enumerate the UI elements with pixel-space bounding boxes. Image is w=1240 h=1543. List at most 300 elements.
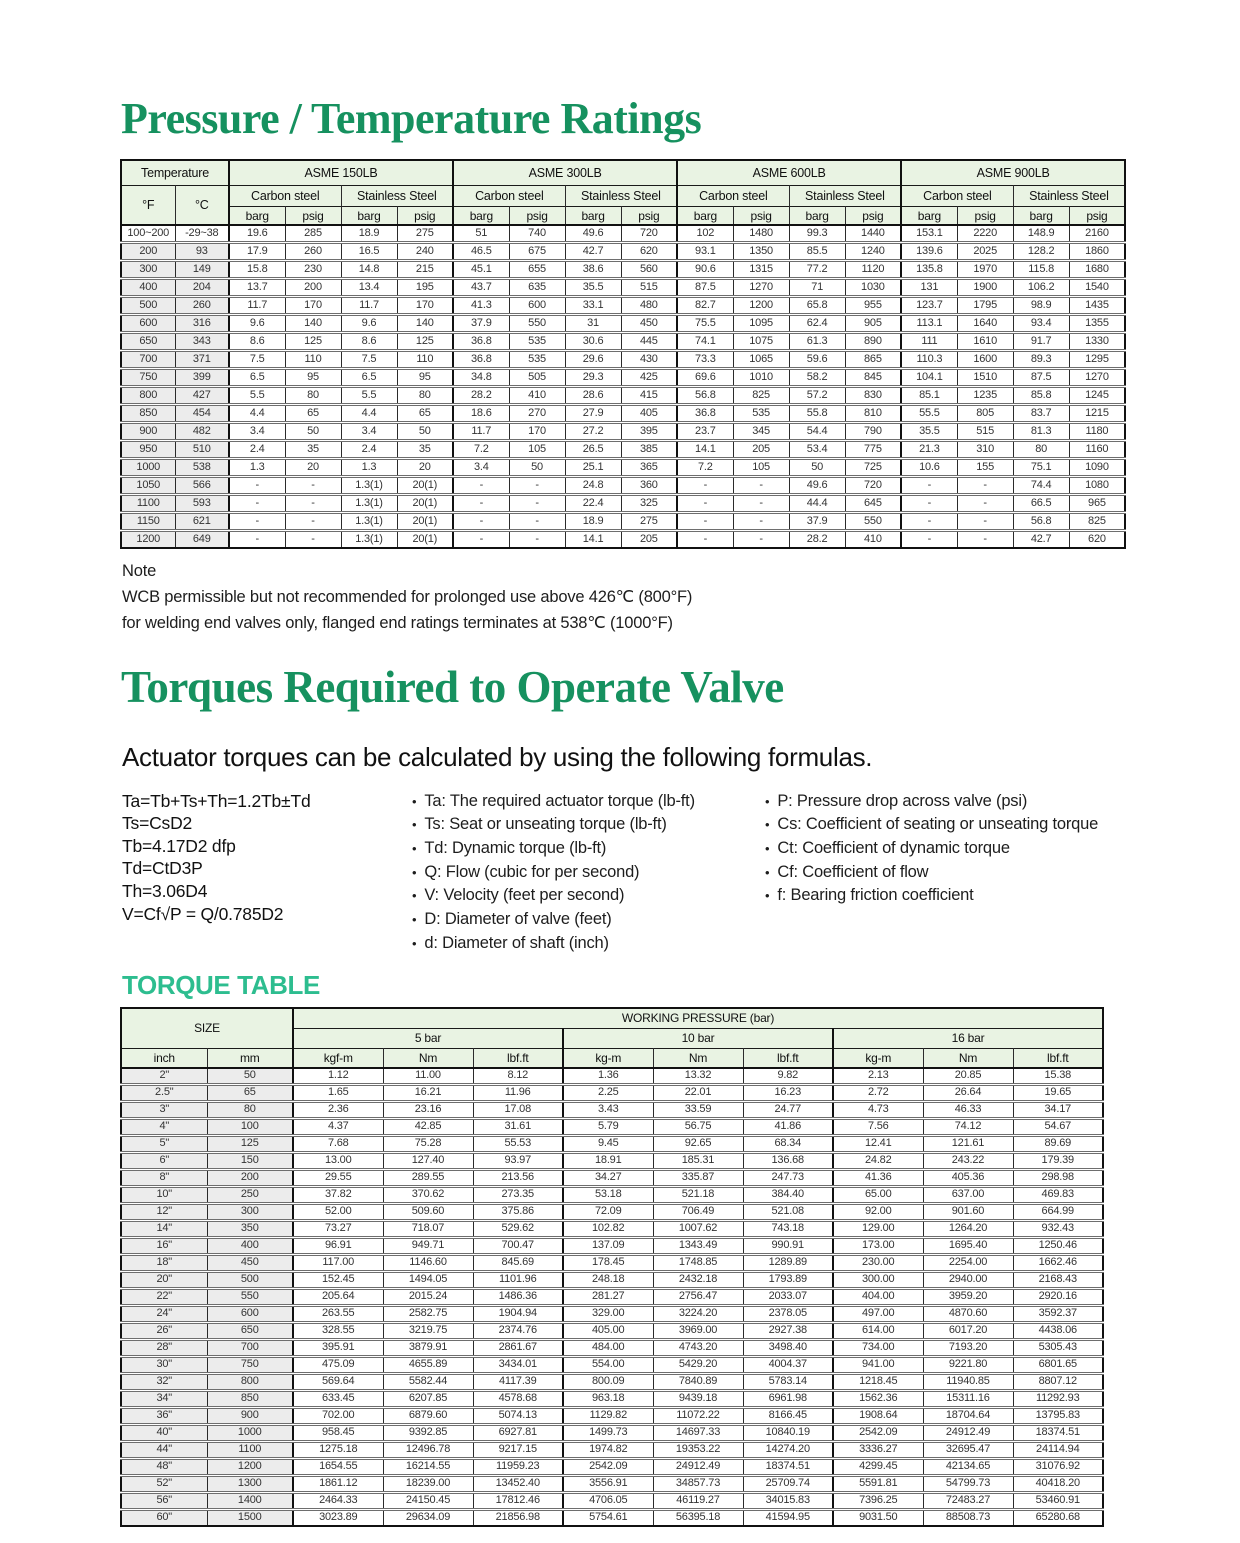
formula-list [122, 790, 412, 926]
value-cell: 955 [845, 297, 901, 315]
value-cell: 497.00 [833, 1305, 923, 1322]
value-cell: 13452.40 [473, 1475, 563, 1492]
value-cell: 12.41 [833, 1135, 923, 1152]
value-cell: 102.82 [563, 1220, 653, 1237]
value-cell: 93.97 [473, 1152, 563, 1169]
value-cell: 7.5 [341, 351, 397, 369]
value-cell: 50 [509, 459, 565, 477]
value-cell: 1680 [1069, 261, 1125, 279]
value-cell: 31 [565, 315, 621, 333]
table-row [121, 1339, 1103, 1356]
value-cell: 123.7 [901, 297, 957, 315]
value-cell: 1264.20 [923, 1220, 1013, 1237]
value-cell: 1480 [733, 225, 789, 243]
value-cell: 34015.83 [743, 1492, 833, 1509]
value-cell: 10840.19 [743, 1424, 833, 1441]
row-header-cell: 8" [121, 1169, 207, 1186]
value-cell: 963.18 [563, 1390, 653, 1407]
row-header-cell: 371 [175, 351, 229, 369]
row-header-cell: 28" [121, 1339, 207, 1356]
value-cell: - [285, 477, 341, 495]
value-cell: 720 [845, 477, 901, 495]
value-cell: 3336.27 [833, 1441, 923, 1458]
unit-header: barg [341, 207, 397, 226]
value-cell: 1970 [957, 261, 1013, 279]
value-cell: 53460.91 [1013, 1492, 1103, 1509]
value-cell: 46.33 [923, 1101, 1013, 1118]
value-cell: 213.56 [473, 1169, 563, 1186]
row-header-cell: 500 [207, 1271, 293, 1288]
value-cell: 5591.81 [833, 1475, 923, 1492]
row-header-cell: 4" [121, 1118, 207, 1135]
value-cell: 1.12 [293, 1068, 383, 1085]
value-cell: 5.79 [563, 1118, 653, 1135]
value-cell: 7.2 [453, 441, 509, 459]
value-cell: 140 [397, 315, 453, 333]
value-cell: 46119.27 [653, 1492, 743, 1509]
value-cell: 845.69 [473, 1254, 563, 1271]
value-cell: 263.55 [293, 1305, 383, 1322]
value-cell: 515 [621, 279, 677, 297]
value-cell: 1540 [1069, 279, 1125, 297]
row-header-cell: 1150 [121, 513, 175, 531]
value-cell: 633.45 [293, 1390, 383, 1407]
value-cell: 6017.20 [923, 1322, 1013, 1339]
value-cell: 335.87 [653, 1169, 743, 1186]
value-cell: 7840.89 [653, 1373, 743, 1390]
value-cell: 9.45 [563, 1135, 653, 1152]
asme-class-header: ASME 150LB [229, 160, 453, 186]
value-cell: 2920.16 [1013, 1288, 1103, 1305]
value-cell: 2927.38 [743, 1322, 833, 1339]
row-header-cell: 600 [207, 1305, 293, 1322]
value-cell: 71 [789, 279, 845, 297]
value-cell: 72483.27 [923, 1492, 1013, 1509]
inch-header: inch [121, 1048, 207, 1068]
value-cell: 41.3 [453, 297, 509, 315]
table-row [121, 1271, 1103, 1288]
unit-header: barg [789, 207, 845, 226]
legend-item: • Q: Flow (cubic for per second) [412, 861, 765, 885]
value-cell: 153.1 [901, 225, 957, 243]
unit-header: psig [285, 207, 341, 226]
value-cell: 800.09 [563, 1373, 653, 1390]
material-header: Carbon steel [229, 186, 341, 207]
row-header-cell: 6" [121, 1152, 207, 1169]
value-cell: 5582.44 [383, 1373, 473, 1390]
value-cell: 42.7 [1013, 531, 1069, 549]
value-cell: 1793.89 [743, 1271, 833, 1288]
value-cell: 2160 [1069, 225, 1125, 243]
row-header-cell: 1050 [121, 477, 175, 495]
value-cell: 2220 [957, 225, 1013, 243]
value-cell: 24.77 [743, 1101, 833, 1118]
value-cell: 720 [621, 225, 677, 243]
value-cell: 550 [845, 513, 901, 531]
value-cell: 173.00 [833, 1237, 923, 1254]
row-header-cell: 316 [175, 315, 229, 333]
value-cell: 20(1) [397, 477, 453, 495]
value-cell: 9439.18 [653, 1390, 743, 1407]
value-cell: - [901, 495, 957, 513]
unit-header: barg [229, 207, 285, 226]
unit-header: psig [957, 207, 1013, 226]
row-header-cell: 1400 [207, 1492, 293, 1509]
value-cell: 11.96 [473, 1084, 563, 1101]
value-cell: 620 [621, 243, 677, 261]
value-cell: 2861.67 [473, 1339, 563, 1356]
value-cell: 830 [845, 387, 901, 405]
value-cell: 20.85 [923, 1068, 1013, 1085]
table-row [121, 459, 1125, 477]
value-cell: 10.6 [901, 459, 957, 477]
value-cell: 155 [957, 459, 1013, 477]
row-header-cell: 427 [175, 387, 229, 405]
unit-header: barg [1013, 207, 1069, 226]
value-cell: 29634.09 [383, 1509, 473, 1526]
value-cell: 1974.82 [563, 1441, 653, 1458]
row-header-cell: 621 [175, 513, 229, 531]
value-cell: 9031.50 [833, 1509, 923, 1526]
row-header-cell: 350 [207, 1220, 293, 1237]
value-cell: 2464.33 [293, 1492, 383, 1509]
value-cell: 2.36 [293, 1101, 383, 1118]
value-cell: 8.6 [341, 333, 397, 351]
value-cell: 1275.18 [293, 1441, 383, 1458]
value-cell: 5754.61 [563, 1509, 653, 1526]
value-cell: 38.6 [565, 261, 621, 279]
value-cell: 36.8 [453, 333, 509, 351]
temp-f-header: °F [121, 186, 175, 226]
value-cell: - [509, 477, 565, 495]
value-cell: 17.08 [473, 1101, 563, 1118]
value-cell: 125 [285, 333, 341, 351]
value-cell: 24150.45 [383, 1492, 473, 1509]
value-cell: 2254.00 [923, 1254, 1013, 1271]
row-header-cell: 800 [207, 1373, 293, 1390]
value-cell: 1065 [733, 351, 789, 369]
table-row [121, 1068, 1103, 1085]
value-cell: 115.8 [1013, 261, 1069, 279]
row-header-cell: 200 [121, 243, 175, 261]
value-cell: 2.13 [833, 1068, 923, 1085]
value-cell: 810 [845, 405, 901, 423]
value-cell: 965 [1069, 495, 1125, 513]
value-cell: 18374.51 [743, 1458, 833, 1475]
value-cell: 17812.46 [473, 1492, 563, 1509]
value-cell: 23.16 [383, 1101, 473, 1118]
value-cell: 509.60 [383, 1203, 473, 1220]
value-cell: 3592.37 [1013, 1305, 1103, 1322]
value-cell: 1343.49 [653, 1237, 743, 1254]
value-cell: 15.38 [1013, 1068, 1103, 1085]
value-cell: 18239.00 [383, 1475, 473, 1492]
value-cell: 24912.49 [653, 1458, 743, 1475]
value-cell: 1695.40 [923, 1237, 1013, 1254]
value-cell: 24.8 [565, 477, 621, 495]
row-header-cell: 700 [207, 1339, 293, 1356]
row-header-cell: 750 [121, 369, 175, 387]
value-cell: 57.2 [789, 387, 845, 405]
working-pressure-header: WORKING PRESSURE (bar) [293, 1008, 1103, 1029]
bar-pressure-header: 10 bar [563, 1028, 833, 1048]
value-cell: 1101.96 [473, 1271, 563, 1288]
table-row [121, 279, 1125, 297]
table-row [121, 1509, 1103, 1526]
value-cell: 35.5 [565, 279, 621, 297]
material-header: Stainless Steel [1013, 186, 1125, 207]
formula-line: Td=CtD3P [122, 858, 203, 879]
value-cell: 9392.85 [383, 1424, 473, 1441]
value-cell: 14.1 [565, 531, 621, 549]
value-cell: 4743.20 [653, 1339, 743, 1356]
mm-header: mm [207, 1048, 293, 1068]
value-cell: 521.18 [653, 1186, 743, 1203]
table-row [121, 513, 1125, 531]
value-cell: - [901, 477, 957, 495]
value-cell: 37.9 [789, 513, 845, 531]
value-cell: 360 [621, 477, 677, 495]
value-cell: 96.91 [293, 1237, 383, 1254]
value-cell: 1160 [1069, 441, 1125, 459]
value-cell: 205 [621, 531, 677, 549]
value-cell: 29.3 [565, 369, 621, 387]
value-cell: 1270 [1069, 369, 1125, 387]
value-cell: 14697.33 [653, 1424, 743, 1441]
row-header-cell: 200 [207, 1169, 293, 1186]
torque-table-heading: TORQUE TABLE [122, 969, 320, 1000]
value-cell: 92.00 [833, 1203, 923, 1220]
row-header-cell: 32" [121, 1373, 207, 1390]
value-cell: 3556.91 [563, 1475, 653, 1492]
value-cell: - [957, 495, 1013, 513]
value-cell: - [957, 513, 1013, 531]
value-cell: 44.4 [789, 495, 845, 513]
value-cell: 20(1) [397, 531, 453, 549]
table-row [121, 297, 1125, 315]
value-cell: 13.32 [653, 1068, 743, 1085]
value-cell: 136.68 [743, 1152, 833, 1169]
value-cell: 85.8 [1013, 387, 1069, 405]
value-cell: 1080 [1069, 477, 1125, 495]
row-header-cell: 250 [207, 1186, 293, 1203]
row-header-cell: 50 [207, 1068, 293, 1085]
row-header-cell: 300 [207, 1203, 293, 1220]
value-cell: 2378.05 [743, 1305, 833, 1322]
value-cell: - [229, 495, 285, 513]
value-cell: 15311.16 [923, 1390, 1013, 1407]
value-cell: 2.4 [341, 441, 397, 459]
value-cell: 42.7 [565, 243, 621, 261]
row-header-cell: 482 [175, 423, 229, 441]
value-cell: 65.00 [833, 1186, 923, 1203]
value-cell: 37.82 [293, 1186, 383, 1203]
value-cell: 74.4 [1013, 477, 1069, 495]
value-cell: 170 [285, 297, 341, 315]
value-cell: 990.91 [743, 1237, 833, 1254]
value-cell: 1904.94 [473, 1305, 563, 1322]
value-cell: 31.61 [473, 1118, 563, 1135]
value-cell: 185.31 [653, 1152, 743, 1169]
value-cell: 404.00 [833, 1288, 923, 1305]
value-cell: 62.4 [789, 315, 845, 333]
value-cell: 27.9 [565, 405, 621, 423]
value-cell: 105 [509, 441, 565, 459]
value-cell: 205 [733, 441, 789, 459]
value-cell: 281.27 [563, 1288, 653, 1305]
value-cell: 300.00 [833, 1271, 923, 1288]
value-cell: 9.6 [341, 315, 397, 333]
value-cell: 59.6 [789, 351, 845, 369]
table-row [121, 1458, 1103, 1475]
legend-item: • Ts: Seat or unseating torque (lb-ft) [412, 813, 765, 837]
value-cell: 7396.25 [833, 1492, 923, 1509]
value-cell: 50 [397, 423, 453, 441]
header-row [121, 1048, 1103, 1068]
value-cell: 958.45 [293, 1424, 383, 1441]
value-cell: 1.3(1) [341, 531, 397, 549]
value-cell: 205.64 [293, 1288, 383, 1305]
value-cell: 11.7 [229, 297, 285, 315]
value-cell: 410 [845, 531, 901, 549]
page-title-pressure-temperature-ratings: Pressure / Temperature Ratings [121, 94, 702, 143]
value-cell: 41.36 [833, 1169, 923, 1186]
table-row [121, 495, 1125, 513]
unit-header: kg-m [833, 1048, 923, 1068]
value-cell: 28.2 [453, 387, 509, 405]
value-cell: 1.3 [229, 459, 285, 477]
value-cell: 247.73 [743, 1169, 833, 1186]
value-cell: 98.9 [1013, 297, 1069, 315]
value-cell: 32695.47 [923, 1441, 1013, 1458]
value-cell: 825 [733, 387, 789, 405]
row-header-cell: 399 [175, 369, 229, 387]
value-cell: 34.27 [563, 1169, 653, 1186]
row-header-cell: 300 [121, 261, 175, 279]
value-cell: 121.61 [923, 1135, 1013, 1152]
value-cell: - [733, 531, 789, 549]
value-cell: 535 [509, 333, 565, 351]
value-cell: 36.8 [453, 351, 509, 369]
value-cell: 20 [397, 459, 453, 477]
value-cell: 4.4 [341, 405, 397, 423]
value-cell: 1.3(1) [341, 477, 397, 495]
value-cell: 901.60 [923, 1203, 1013, 1220]
unit-header: lbf.ft [1013, 1048, 1103, 1068]
value-cell: 4706.05 [563, 1492, 653, 1509]
table-row [121, 333, 1125, 351]
value-cell: 405 [621, 405, 677, 423]
value-cell: 1355 [1069, 315, 1125, 333]
value-cell: 11940.85 [923, 1373, 1013, 1390]
value-cell: 620 [1069, 531, 1125, 549]
value-cell: 22.4 [565, 495, 621, 513]
value-cell: 95 [397, 369, 453, 387]
value-cell: 14.1 [677, 441, 733, 459]
value-cell: 148.9 [1013, 225, 1069, 243]
table-row [121, 1322, 1103, 1339]
value-cell: 99.3 [789, 225, 845, 243]
value-cell: 1289.89 [743, 1254, 833, 1271]
row-header-cell: 5" [121, 1135, 207, 1152]
row-header-cell: 80 [207, 1101, 293, 1118]
value-cell: 484.00 [563, 1339, 653, 1356]
value-cell: 5.5 [341, 387, 397, 405]
value-cell: 129.00 [833, 1220, 923, 1237]
value-cell: 4004.37 [743, 1356, 833, 1373]
value-cell: 637.00 [923, 1186, 1013, 1203]
value-cell: 535 [733, 405, 789, 423]
value-cell: 365 [621, 459, 677, 477]
row-header-cell: 450 [207, 1254, 293, 1271]
value-cell: 328.55 [293, 1322, 383, 1339]
value-cell: 18.9 [565, 513, 621, 531]
value-cell: 50 [789, 459, 845, 477]
value-cell: 11959.23 [473, 1458, 563, 1475]
value-cell: 42134.65 [923, 1458, 1013, 1475]
value-cell: 554.00 [563, 1356, 653, 1373]
row-header-cell: 400 [207, 1237, 293, 1254]
value-cell: 1440 [845, 225, 901, 243]
material-header: Stainless Steel [565, 186, 677, 207]
value-cell: - [677, 495, 733, 513]
value-cell: 790 [845, 423, 901, 441]
row-header-cell: 2" [121, 1068, 207, 1085]
value-cell: 11.00 [383, 1068, 473, 1085]
unit-header: Nm [653, 1048, 743, 1068]
value-cell: 1.65 [293, 1084, 383, 1101]
table-row [121, 1424, 1103, 1441]
row-header-cell: 900 [121, 423, 175, 441]
legend-item: • Td: Dynamic torque (lb-ft) [412, 837, 765, 861]
value-cell: 81.3 [1013, 423, 1069, 441]
value-cell: 66.5 [1013, 495, 1069, 513]
value-cell: 285 [285, 225, 341, 243]
value-cell: 87.5 [677, 279, 733, 297]
value-cell: 1200 [733, 297, 789, 315]
value-cell: 1030 [845, 279, 901, 297]
value-cell: 1795 [957, 297, 1013, 315]
value-cell: 5074.13 [473, 1407, 563, 1424]
row-header-cell: 538 [175, 459, 229, 477]
row-header-cell: 850 [121, 405, 175, 423]
row-header-cell: 24" [121, 1305, 207, 1322]
row-header-cell: 20" [121, 1271, 207, 1288]
value-cell: - [677, 477, 733, 495]
value-cell: 82.7 [677, 297, 733, 315]
value-cell: 49.6 [565, 225, 621, 243]
value-cell: 65 [397, 405, 453, 423]
value-cell: 18.9 [341, 225, 397, 243]
row-header-cell: 10" [121, 1186, 207, 1203]
value-cell: - [453, 495, 509, 513]
table-row [121, 243, 1125, 261]
bar-pressure-header: 5 bar [293, 1028, 563, 1048]
value-cell: 329.00 [563, 1305, 653, 1322]
value-cell: 50 [285, 423, 341, 441]
value-cell: 2940.00 [923, 1271, 1013, 1288]
value-cell: 16.21 [383, 1084, 473, 1101]
value-cell: 88508.73 [923, 1509, 1013, 1526]
value-cell: 92.65 [653, 1135, 743, 1152]
table-row [121, 1118, 1103, 1135]
value-cell: 248.18 [563, 1271, 653, 1288]
value-cell: - [285, 531, 341, 549]
value-cell: 529.62 [473, 1220, 563, 1237]
row-header-cell: 1000 [207, 1424, 293, 1441]
value-cell: 74.12 [923, 1118, 1013, 1135]
value-cell: 6.5 [229, 369, 285, 387]
